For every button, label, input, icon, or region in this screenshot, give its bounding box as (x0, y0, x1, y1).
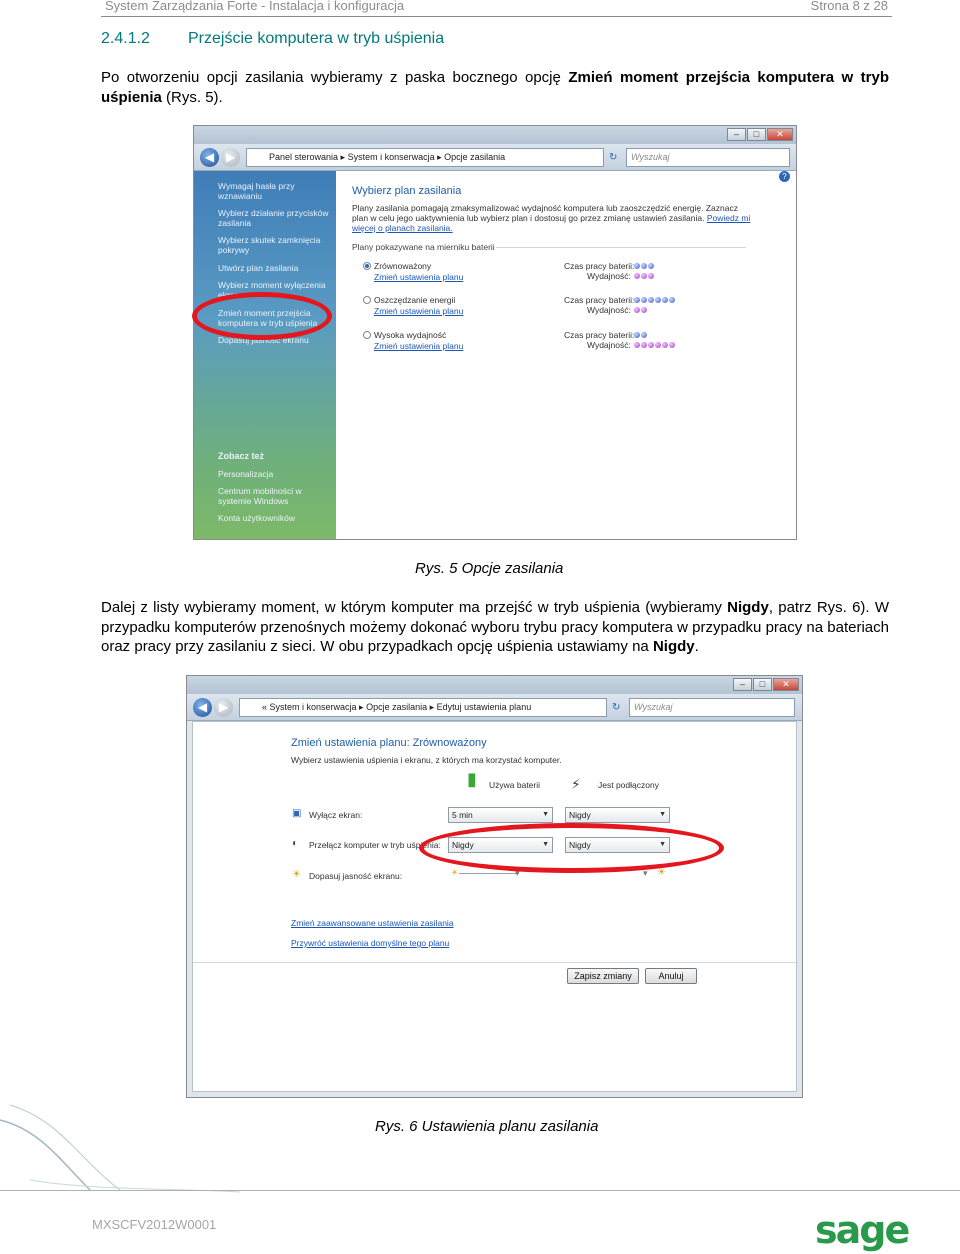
battery-icon: ▮ (467, 769, 477, 789)
page-header (101, 0, 892, 17)
main-panel (336, 171, 796, 539)
main-title: Wybierz plan zasilania (352, 185, 462, 197)
sleep-icon: ◐ (292, 838, 299, 849)
performance-rating-high-performance (634, 342, 675, 348)
rating-dot (648, 297, 654, 303)
rating-dot (662, 297, 668, 303)
performance-label: Wydajność: (587, 271, 631, 281)
battery-rating-power-saver (634, 297, 675, 303)
rating-dot (648, 342, 654, 348)
minimize-icon[interactable]: – (733, 678, 752, 691)
plug-icon: ⚡ (571, 776, 581, 792)
forward-icon[interactable]: ▶ (214, 698, 233, 717)
brightness-high-icon: ☀ (657, 867, 666, 878)
battery-label: Czas pracy baterii: (564, 330, 635, 340)
performance-rating-power-saver (634, 307, 647, 313)
figure2-caption: Rys. 6 Ustawienia planu zasilania (375, 1118, 599, 1135)
plan-radio-high-performance[interactable] (363, 331, 371, 339)
sidebar-item-password[interactable]: Wymagaj hasła przy wznawianiu (218, 181, 295, 201)
maximize-icon[interactable]: □ (753, 678, 772, 691)
address-bar (194, 144, 796, 171)
plan-name-balanced: Zrównoważony (374, 261, 432, 271)
back-icon[interactable]: ◀ (193, 698, 212, 717)
restore-defaults-link[interactable]: Przywróć ustawienia domyślne tego planu (291, 938, 450, 948)
row-brightness: Dopasuj jasność ekranu: (309, 871, 403, 881)
footer-divider (0, 1190, 960, 1191)
more-info-link[interactable]: Powiedz mi więcej o planach zasilania. (352, 213, 751, 233)
see-also-mobility-center[interactable]: Centrum mobilności w systemie Windows (218, 486, 302, 506)
plans-group-label: Plany pokazywane na mierniku baterii (352, 242, 495, 252)
plan-settings-link-power-saver[interactable]: Zmień ustawienia planu (374, 306, 464, 316)
header-title: System Zarządzania Forte - Instalacja i konfiguracja (105, 0, 405, 13)
rating-dot (641, 342, 647, 348)
row-display-off: Wyłącz ekran: (309, 810, 363, 820)
battery-rating-balanced (634, 263, 654, 269)
rating-dot (641, 273, 647, 279)
sage-logo: sage (815, 1208, 909, 1252)
performance-label: Wydajność: (587, 305, 631, 315)
brightness-icon: ☀ (292, 869, 301, 880)
plan-radio-balanced[interactable] (363, 262, 371, 270)
close-icon[interactable]: ✕ (767, 128, 793, 141)
rating-dot (634, 297, 640, 303)
search-input[interactable]: Wyszukaj (629, 698, 795, 717)
section-title: Przejście komputera w tryb uśpienia (188, 30, 445, 47)
sleep-plugged-select[interactable]: Nigdy ▼ (565, 837, 670, 853)
rating-dot (641, 263, 647, 269)
plan-settings-link-balanced[interactable]: Zmień ustawienia planu (374, 272, 464, 282)
refresh-icon[interactable]: ↻ (612, 702, 621, 713)
see-also-heading: Zobacz też (218, 451, 265, 461)
plan-settings-panel (192, 721, 797, 1092)
highlight-ellipse (419, 823, 724, 873)
forward-icon[interactable]: ▶ (221, 148, 240, 167)
figure1-caption: Rys. 5 Opcje zasilania (415, 560, 564, 577)
battery-label: Czas pracy baterii: (564, 295, 635, 305)
column-plugged-in: Jest podłączony (598, 780, 659, 790)
document-code: MXSCFV2012W0001 (92, 1217, 217, 1232)
sidebar-item-sleep[interactable]: Zmień moment przejścia komputera w tryb uśpienia (218, 308, 318, 328)
task-sidebar (194, 171, 336, 539)
plan-settings-screenshot (186, 675, 803, 1098)
intro-paragraph: Po otworzeniu opcji zasilania wybieramy z paska bocznego opcję Zmień moment przejścia komputera w tryb uśpienia (Rys. 5). (101, 69, 890, 106)
refresh-icon[interactable]: ↻ (609, 152, 618, 163)
rating-dot (641, 332, 647, 338)
display-off-plugged-select[interactable]: Nigdy ▼ (565, 807, 670, 823)
sidebar-item-display-off[interactable]: Wybierz moment wyłączenia ekranu (218, 280, 326, 300)
back-icon[interactable]: ◀ (200, 148, 219, 167)
window-titlebar (187, 676, 802, 694)
group-divider (496, 247, 746, 248)
plan-settings-link-high-performance[interactable]: Zmień ustawienia planu (374, 341, 464, 351)
sleep-battery-select[interactable]: Nigdy ▼ (448, 837, 553, 853)
performance-label: Wydajność: (587, 340, 631, 350)
plan-settings-subtitle: Wybierz ustawienia uśpienia i ekranu, z których ma korzystać komputer. (291, 755, 562, 765)
sidebar-item-create-plan[interactable]: Utwórz plan zasilania (218, 263, 299, 273)
rating-dot (634, 332, 640, 338)
highlight-ellipse (192, 292, 332, 340)
close-icon[interactable]: ✕ (773, 678, 799, 691)
section-number: 2.4.1.2 (101, 30, 150, 47)
rating-dot (641, 307, 647, 313)
display-off-battery-select[interactable]: 5 min ▼ (448, 807, 553, 823)
plan-radio-power-saver[interactable] (363, 296, 371, 304)
body-paragraph: Dalej z listy wybieramy moment, w którym komputer ma przejść w tryb uśpienia (wybieramy Nigdy, patrz Rys. 6). W przypadku komputerów przenośnych możemy dokonać wyboru trybu pracy komputera w przypadku pracy na bateriach oraz pracy przy zasilaniu z sieci. W obu przypadkach opcję uśpienia ustawiamy na Nigdy. (101, 599, 889, 655)
page-number: Strona 8 z 28 (810, 0, 888, 13)
sidebar-item-lid[interactable]: Wybierz skutek zamknięcia pokrywy (218, 235, 321, 255)
column-battery: Używa baterii (489, 780, 541, 790)
slider-thumb-icon[interactable]: ▾ (643, 868, 648, 878)
advanced-settings-link[interactable]: Zmień zaawansowane ustawienia zasilania (291, 918, 454, 928)
rating-dot (662, 342, 668, 348)
row-sleep: Przełącz komputer w tryb uśpienia: (309, 840, 441, 850)
save-changes-button[interactable]: Zapisz zmiany (567, 968, 639, 984)
address-path[interactable]: « System i konserwacja ▸ Opcje zasilania ▸ Edytuj ustawienia planu (239, 698, 607, 717)
battery-label: Czas pracy baterii: (564, 261, 635, 271)
plan-name-high-performance: Wysoka wydajność (374, 330, 447, 340)
brightness-low-icon: ☀ (451, 868, 459, 877)
sidebar-item-brightness[interactable]: Dopasuj jasność ekranu (218, 335, 309, 345)
rating-dot (648, 273, 654, 279)
brightness-slider-battery[interactable] (459, 873, 519, 874)
address-path[interactable]: Panel sterowania ▸ System i konserwacja ▸ Opcje zasilania (246, 148, 604, 167)
search-input[interactable]: Wyszukaj (626, 148, 790, 167)
maximize-icon[interactable]: □ (747, 128, 766, 141)
help-icon[interactable]: ? (779, 171, 790, 182)
rating-dot (634, 342, 640, 348)
see-also-personalization[interactable]: Personalizacja (218, 469, 274, 479)
rating-dot (641, 297, 647, 303)
main-description: Plany zasilania pomagają zmaksymalizować wydajność komputera lub zaoszczędzić energię. Zaznacz plan w celu jego uaktywnienia lub wybierz plan i dostosuj go przez zmianę ustawień zasilania. Powiedz mi więcej o planach zasilania. (352, 203, 751, 233)
plan-settings-title: Zmień ustawienia planu: Zrównoważony (291, 737, 487, 749)
rating-dot (655, 297, 661, 303)
see-also-user-accounts[interactable]: Konta użytkowników (218, 513, 296, 523)
performance-rating-balanced (634, 273, 654, 279)
address-bar (187, 694, 802, 721)
rating-dot (669, 342, 675, 348)
monitor-icon: ▣ (292, 808, 302, 819)
rating-dot (634, 307, 640, 313)
rating-dot (634, 263, 640, 269)
minimize-icon[interactable]: – (727, 128, 746, 141)
window-titlebar (194, 126, 796, 144)
power-options-screenshot (193, 125, 797, 540)
rating-dot (634, 273, 640, 279)
slider-thumb-icon[interactable]: ▾ (515, 868, 520, 878)
rating-dot (648, 263, 654, 269)
rating-dot (655, 342, 661, 348)
plan-name-power-saver: Oszczędzanie energii (374, 295, 456, 305)
footer-divider (193, 962, 796, 963)
cancel-button[interactable]: Anuluj (645, 968, 697, 984)
decorative-swoosh (0, 1100, 240, 1200)
battery-rating-high-performance (634, 332, 647, 338)
sidebar-item-power-buttons[interactable]: Wybierz działanie przycisków zasilania (218, 208, 329, 228)
rating-dot (669, 297, 675, 303)
